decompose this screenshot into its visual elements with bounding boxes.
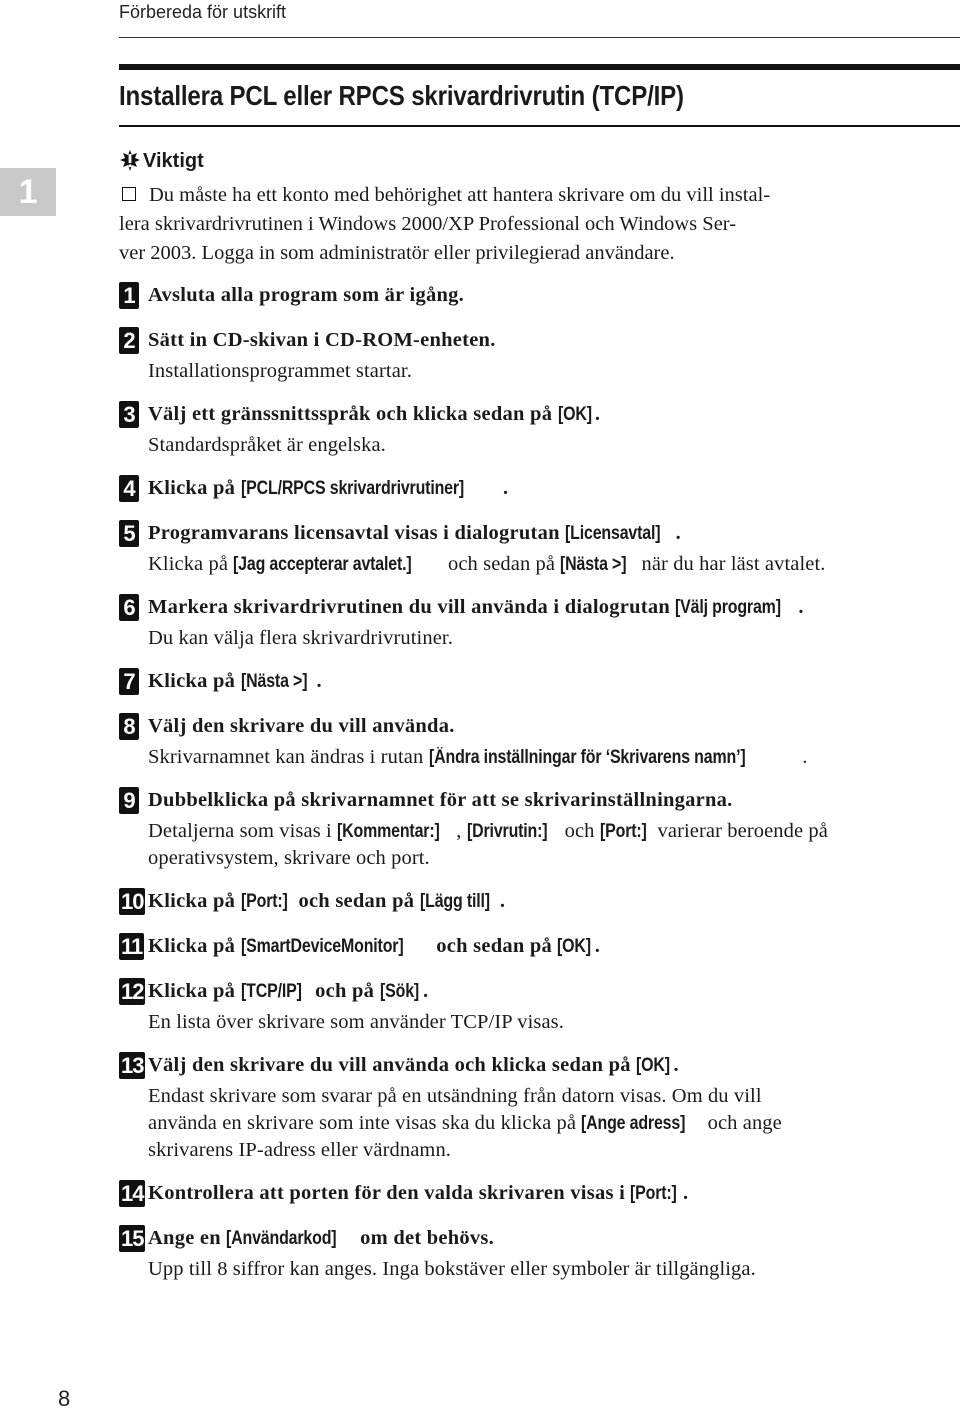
step-body: Klicka på [Jag accepterar avtalet.] och sedan på [Nästa >] när du har läst avtalet. xyxy=(148,551,960,578)
smartdevicemonitor-ref: [SmartDeviceMonitor] xyxy=(240,936,403,957)
step-13 xyxy=(119,1050,960,1164)
comment-field-ref: [Kommentar:] xyxy=(337,821,440,842)
step-body: Detaljerna som visas i [Kommentar:] , [Drivrutin:] och [Port:] varierar beroende på operativsystem, skrivare och port. xyxy=(148,820,828,869)
step-body: Du kan välja flera skrivardrivrutiner. xyxy=(148,627,453,649)
next-button-ref: [Nästa >] xyxy=(560,554,627,575)
accept-agreement-ref: [Jag accepterar avtalet.] xyxy=(233,554,412,575)
step-number: 9 xyxy=(119,787,139,814)
license-dialog-ref: [Licensavtal] xyxy=(565,523,661,544)
step-number: 13 xyxy=(121,1053,144,1078)
tcpip-ref: [TCP/IP] xyxy=(240,981,302,1002)
step-number: 14 xyxy=(121,1181,144,1206)
step-number: 1 xyxy=(119,282,139,309)
step-body: Endast skrivare som svarar på en utsändning från datorn visas. Om du vill använda en skrivare som inte visas ska du klicka på [Ange adress] och ange skrivarens IP-adress eller värdnamn. xyxy=(148,1085,782,1161)
ok-button-ref: [OK] xyxy=(557,404,592,425)
driver-field-ref: [Drivrutin:] xyxy=(466,821,548,842)
step-title: Programvarans licensavtal visas i dialogrutan [Licensavtal] . xyxy=(148,518,960,549)
step-3 xyxy=(119,399,960,459)
checkbox-icon xyxy=(122,187,136,201)
step-number: 10 xyxy=(121,889,144,914)
running-header: Förbereda för utskrift xyxy=(119,2,287,22)
step-5 xyxy=(119,518,960,578)
step-2 xyxy=(119,325,960,385)
important-icon xyxy=(119,149,141,173)
section-title: Installera PCL eller RPCS skrivardrivrutin (TCP/IP) xyxy=(119,80,684,111)
pcl-rpcs-drivers-ref: [PCL/RPCS skrivardrivrutiner] xyxy=(240,478,464,499)
step-number: 8 xyxy=(119,713,139,740)
step-title: Klicka på [PCL/RPCS skrivardrivrutiner] . xyxy=(148,473,960,504)
step-15 xyxy=(119,1223,960,1283)
ok-button-ref: [OK] xyxy=(636,1055,671,1076)
port-field-ref: [Port:] xyxy=(240,891,288,912)
chapter-tab: 1 xyxy=(0,168,56,216)
change-settings-ref: [Ändra inställningar för ‘Skrivarens namn’] xyxy=(428,747,746,768)
step-title: Välj den skrivare du vill använda och klicka sedan på [OK] . xyxy=(148,1050,960,1081)
step-body: Standardspråket är engelska. xyxy=(148,434,386,456)
search-button-ref: [Sök] xyxy=(379,981,419,1002)
step-number: 2 xyxy=(119,327,139,354)
note-line: Du måste ha ett konto med behörighet att hantera skrivare om du vill instal- xyxy=(149,184,771,206)
step-body: Skrivarnamnet kan ändras i rutan [Ändra inställningar för ‘Skrivarens namn’] . xyxy=(148,744,960,771)
ok-button-ref: [OK] xyxy=(557,936,592,957)
important-note xyxy=(119,181,960,268)
note-line: ver 2003. Logga in som administratör eller privilegierad användare. xyxy=(119,242,675,264)
step-number: 15 xyxy=(121,1226,144,1251)
specify-address-ref: [Ange adress] xyxy=(581,1113,686,1134)
step-title: Sätt in CD-skivan i CD-ROM-enheten. xyxy=(148,329,496,351)
step-body: Installationsprogrammet startar. xyxy=(148,360,412,382)
step-number: 12 xyxy=(121,979,144,1004)
step-title: Välj ett gränssnittsspråk och klicka sedan på [OK] . xyxy=(148,399,960,430)
important-label: Viktigt xyxy=(143,149,204,172)
port-field-ref: [Port:] xyxy=(599,821,647,842)
step-title: Välj den skrivare du vill använda. xyxy=(148,715,455,737)
step-title: Kontrollera att porten för den valda skrivaren visas i [Port:] . xyxy=(148,1178,960,1209)
next-button-ref: [Nästa >] xyxy=(240,671,307,692)
step-12 xyxy=(119,976,960,1036)
step-number: 11 xyxy=(121,934,143,959)
step-number: 4 xyxy=(119,475,139,502)
step-body: En lista över skrivare som använder TCP/IP visas. xyxy=(148,1011,564,1033)
step-6 xyxy=(119,592,960,652)
step-title: Ange en [Användarkod] om det behövs. xyxy=(148,1223,960,1254)
port-field-ref: [Port:] xyxy=(630,1183,678,1204)
step-title: Klicka på [Port:] och sedan på [Lägg till] . xyxy=(148,886,960,917)
step-title: Dubbelklicka på skrivarnamnet för att se skrivarinställningarna. xyxy=(148,789,733,811)
step-4 xyxy=(119,473,960,504)
title-rule xyxy=(119,64,960,70)
step-title: Avsluta alla program som är igång. xyxy=(148,284,465,306)
user-code-ref: [Användarkod] xyxy=(226,1228,337,1249)
step-body: Upp till 8 siffror kan anges. Inga bokstäver eller symboler är tillgängliga. xyxy=(148,1258,756,1280)
step-10 xyxy=(119,886,960,917)
step-14 xyxy=(119,1178,960,1209)
step-1 xyxy=(119,280,960,311)
step-title: Klicka på [Nästa >] . xyxy=(148,666,960,697)
step-title: Klicka på [SmartDeviceMonitor] och sedan på [OK] . xyxy=(148,931,960,962)
step-7 xyxy=(119,666,960,697)
step-8 xyxy=(119,711,960,771)
step-number: 7 xyxy=(119,668,139,695)
step-number: 6 xyxy=(119,594,139,621)
note-line: lera skrivardrivrutinen i Windows 2000/XP Professional och Windows Ser- xyxy=(119,213,737,235)
header-rule xyxy=(119,37,960,38)
select-program-ref: [Välj program] xyxy=(675,597,782,618)
step-title: Klicka på [TCP/IP] och på [Sök] . xyxy=(148,976,960,1007)
step-9 xyxy=(119,785,960,872)
step-number: 3 xyxy=(119,401,139,428)
step-11 xyxy=(119,931,960,962)
step-number: 5 xyxy=(119,520,139,547)
step-list xyxy=(119,280,960,1297)
important-heading xyxy=(119,149,204,173)
title-underline xyxy=(119,125,960,127)
step-title: Markera skrivardrivrutinen du vill använda i dialogrutan [Välj program] . xyxy=(148,592,960,623)
page-number: 8 xyxy=(58,1386,71,1411)
add-button-ref: [Lägg till] xyxy=(419,891,490,912)
